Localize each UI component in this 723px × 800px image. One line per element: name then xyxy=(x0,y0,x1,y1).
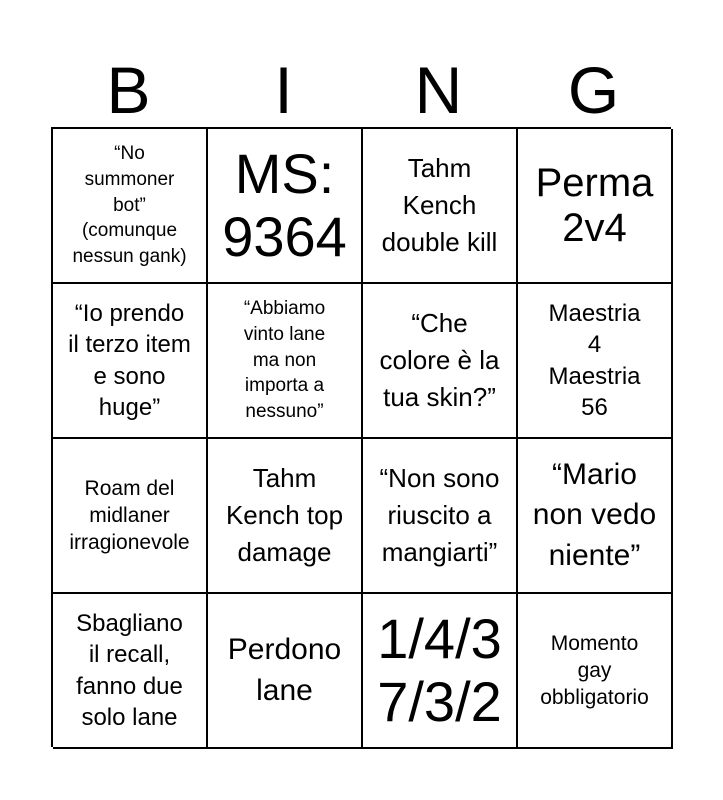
bingo-cell[interactable] xyxy=(363,284,518,439)
bingo-cell-text: Maestria 4 Maestria 56 xyxy=(548,300,641,421)
bingo-cell[interactable] xyxy=(53,129,208,284)
bingo-cell-text: “No summoner bot” (comunque nessun gank) xyxy=(72,143,187,267)
bingo-header xyxy=(51,52,671,128)
bingo-cell[interactable] xyxy=(363,594,518,749)
bingo-cell[interactable] xyxy=(363,129,518,284)
bingo-cell[interactable] xyxy=(518,439,673,594)
bingo-cell[interactable] xyxy=(208,594,363,749)
bingo-cell-text: Momento gay obbligatorio xyxy=(540,631,649,710)
bingo-cell-text: Tahm Kench double kill xyxy=(381,153,498,257)
header-letter-b: B xyxy=(106,53,151,127)
bingo-cell[interactable] xyxy=(208,284,363,439)
bingo-cell-text: “Io prendo il terzo item e sono huge” xyxy=(68,300,191,421)
bingo-cell[interactable] xyxy=(53,594,208,749)
bingo-cell-text: Sbagliano il recall, fanno due solo lane xyxy=(76,610,183,731)
bingo-cell[interactable] xyxy=(518,594,673,749)
bingo-cell[interactable] xyxy=(208,439,363,594)
bingo-cell-text: Perdono lane xyxy=(227,633,342,707)
bingo-cell[interactable] xyxy=(518,284,673,439)
bingo-cell-text: “Mario non vedo niente” xyxy=(532,457,657,572)
bingo-cell-text: “Abbiamo vinto lane ma non importa a nessuno” xyxy=(243,298,326,422)
header-letter-n: N xyxy=(414,53,463,127)
bingo-cell[interactable] xyxy=(208,129,363,284)
bingo-board xyxy=(51,127,671,747)
bingo-cell[interactable] xyxy=(363,439,518,594)
header-letter-g: G xyxy=(567,53,620,127)
bingo-cell-text: “Non sono riuscito a mangiarti” xyxy=(379,463,500,567)
bingo-cell-text: MS: 9364 xyxy=(222,141,347,268)
bingo-cell-text: “Che colore è la tua skin?” xyxy=(379,308,500,412)
header-letter-i: I xyxy=(274,53,293,127)
bingo-cell[interactable] xyxy=(53,284,208,439)
bingo-cell[interactable] xyxy=(53,439,208,594)
bingo-cell-text: 1/4/3 7/3/2 xyxy=(377,606,502,733)
bingo-cell-text: Perma 2v4 xyxy=(535,160,654,250)
bingo-cell-text: Roam del midlaner irragionevole xyxy=(69,476,190,555)
bingo-cell[interactable] xyxy=(518,129,673,284)
bingo-cell-text: Tahm Kench top damage xyxy=(225,463,344,567)
